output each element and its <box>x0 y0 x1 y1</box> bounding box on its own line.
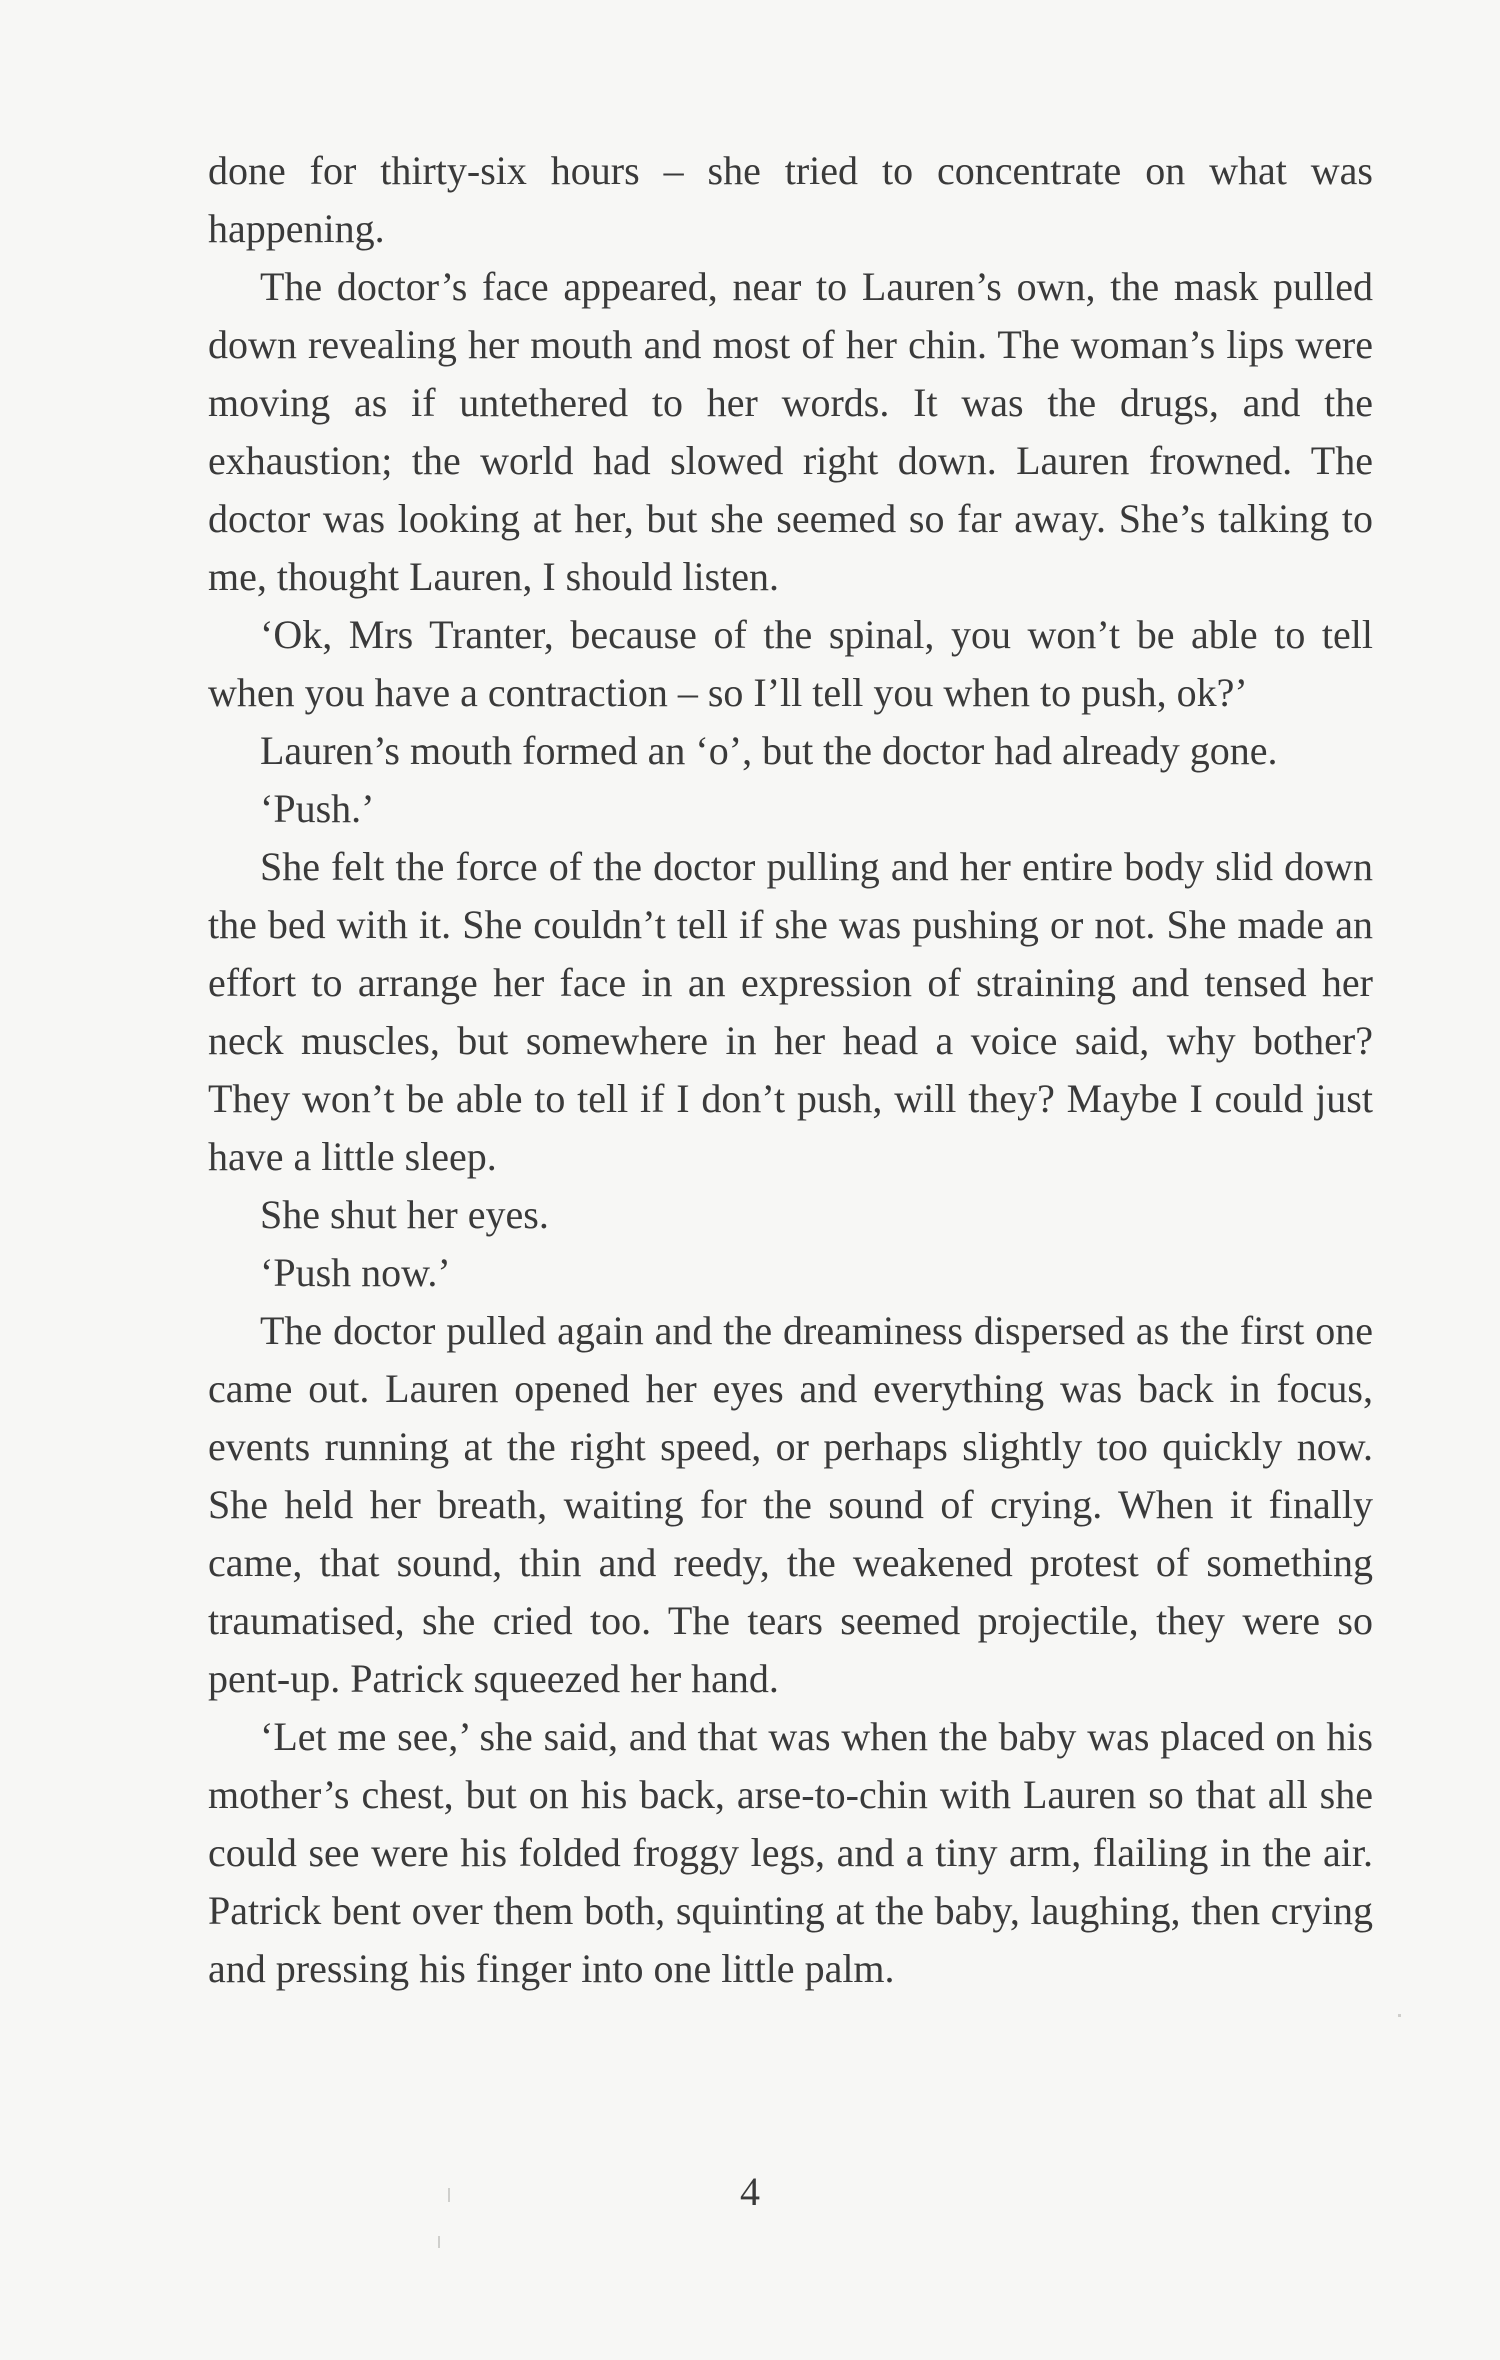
paragraph-2: The doctor’s face appeared, near to Lauren’s own, the mask pulled down revealing her mouth and most of her chin. The woman’s lips were moving as if untethered to her words. It was the drugs, and the exhaustion; the world had slowed right down. Lauren frowned. The doctor was looking at her, but she seemed so far away. She’s talking to me, thought Lauren, I should listen. <box>208 264 1373 599</box>
paragraph-8: ‘Push now.’ <box>260 1250 451 1295</box>
paragraph-1: done for thirty-six hours – she tried to concentrate on what was happening. <box>208 148 1373 251</box>
paragraph-6: She felt the force of the doctor pulling and her entire body slid down the bed with it. She couldn’t tell if she was pushing or not. She made an effort to arrange her face in an expression of straining and tensed her neck muscles, but somewhere in her head a voice said, why bother? They won’t be able to tell if I don’t push, will they? Maybe I could just have a little sleep. <box>208 844 1373 1179</box>
paragraph-5: ‘Push.’ <box>260 786 375 831</box>
body-text <box>208 142 1373 1998</box>
paragraph-9: The doctor pulled again and the dreaminess dispersed as the first one came out. Lauren opened her eyes and everything was back in focus, events running at the right speed, or perhaps slightly too quickly now. She held her breath, waiting for the sound of crying. When it finally came, that sound, thin and reedy, the weakened protest of something traumatised, she cried too. The tears seemed projectile, they were so pent-up. Patrick squeezed her hand. <box>208 1308 1373 1701</box>
paragraph-3: ‘Ok, Mrs Tranter, because of the spinal, you won’t be able to tell when you have a contraction – so I’ll tell you when to push, ok?’ <box>208 612 1373 715</box>
paragraph-10: ‘Let me see,’ she said, and that was when the baby was placed on his mother’s chest, but on his back, arse-to-chin with Lauren so that all she could see were his folded froggy legs, and a tiny arm, flailing in the air. Patrick bent over them both, squinting at the baby, laughing, then crying and pressing his finger into one little palm. <box>208 1714 1373 1991</box>
paragraph-7: She shut her eyes. <box>260 1192 549 1237</box>
page-number: 4 <box>740 2169 760 2214</box>
paragraph-4: Lauren’s mouth formed an ‘o’, but the doctor had already gone. <box>260 728 1278 773</box>
scan-speck <box>438 2236 440 2248</box>
scan-speck <box>448 2188 450 2202</box>
scan-speck <box>1398 2014 1401 2017</box>
